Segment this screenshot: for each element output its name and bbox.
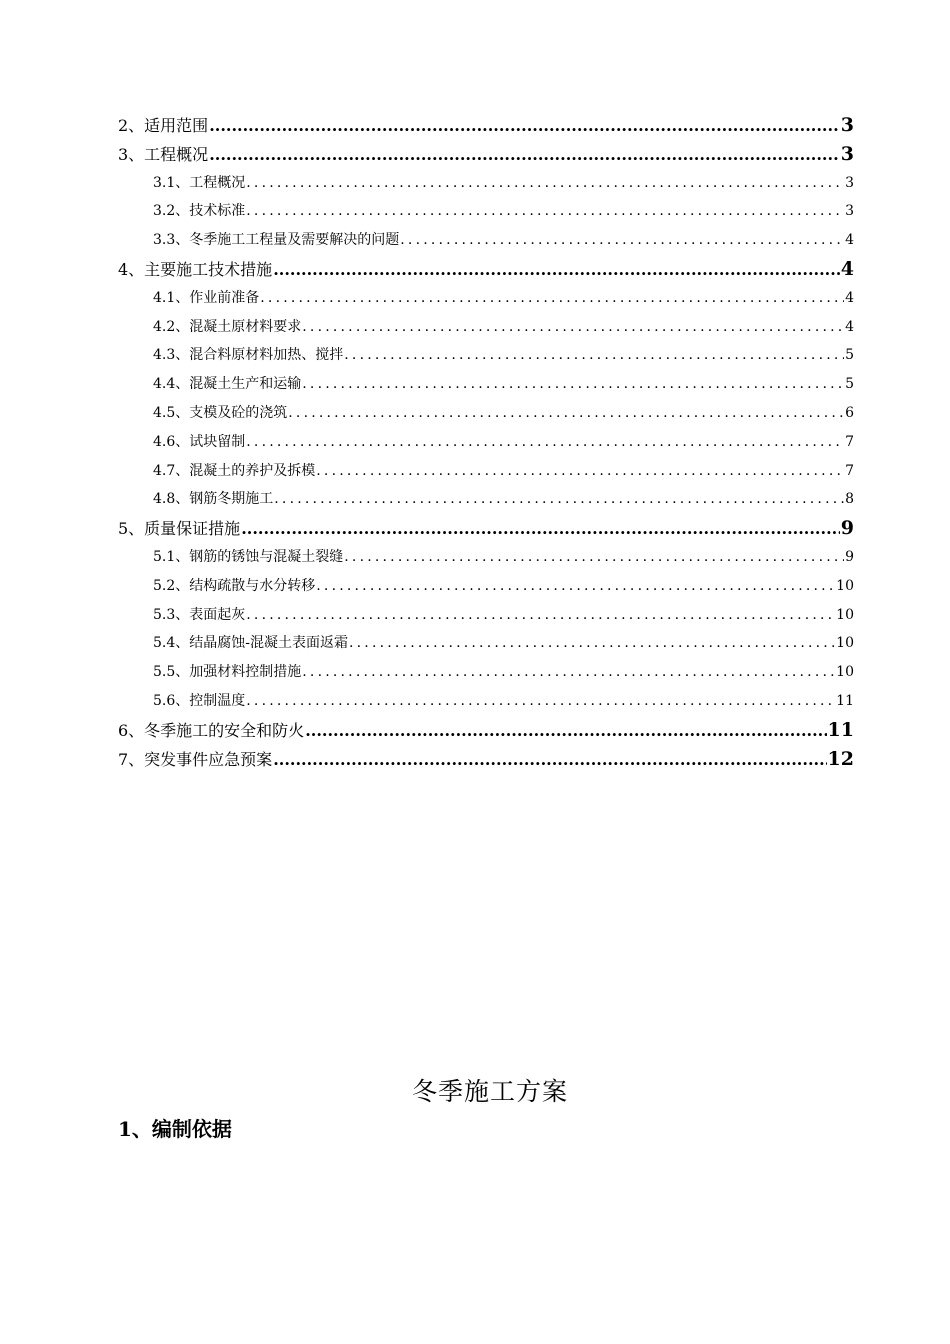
toc-page-number: 6 bbox=[845, 404, 854, 421]
table-of-contents bbox=[118, 111, 854, 773]
toc-entry[interactable] bbox=[118, 716, 854, 745]
toc-entry[interactable] bbox=[118, 658, 854, 687]
toc-page-number: 7 bbox=[845, 433, 854, 450]
toc-dot-leader bbox=[316, 572, 835, 601]
toc-entry-label: 5.5、加强材料控制措施 bbox=[153, 664, 302, 681]
toc-entry[interactable] bbox=[118, 255, 854, 284]
toc-entry[interactable] bbox=[118, 226, 854, 255]
toc-entry-label: 3.2、技术标准 bbox=[153, 203, 246, 220]
toc-dot-leader bbox=[288, 399, 844, 428]
toc-entry[interactable] bbox=[118, 687, 854, 716]
toc-dot-leader bbox=[400, 226, 844, 255]
toc-dot-leader bbox=[349, 629, 835, 658]
toc-page-number: 10 bbox=[836, 635, 854, 652]
toc-page-number: 11 bbox=[836, 692, 854, 709]
toc-entry[interactable] bbox=[118, 485, 854, 514]
toc-dot-leader bbox=[209, 141, 840, 170]
toc-page-number: 7 bbox=[845, 462, 854, 479]
toc-page-number: 4 bbox=[845, 318, 854, 335]
toc-entry-label: 6、冬季施工的安全和防火 bbox=[118, 720, 305, 740]
toc-dot-leader bbox=[316, 457, 844, 486]
toc-page-number: 3 bbox=[840, 142, 854, 165]
toc-page-number: 3 bbox=[845, 174, 854, 191]
toc-dot-leader bbox=[302, 658, 835, 687]
toc-entry-label: 5.1、钢筋的锈蚀与混凝土裂缝 bbox=[153, 548, 344, 565]
toc-entry[interactable] bbox=[118, 111, 854, 140]
toc-page-number: 10 bbox=[836, 606, 854, 623]
toc-entry[interactable] bbox=[118, 514, 854, 543]
toc-entry-label: 2、适用范围 bbox=[118, 116, 209, 135]
toc-entry-label: 7、突发事件应急预案 bbox=[118, 749, 273, 769]
section-heading: 1、编制依据 bbox=[118, 1117, 232, 1141]
toc-page-number: 9 bbox=[840, 517, 854, 540]
toc-page-number: 11 bbox=[827, 718, 854, 741]
toc-entry-label: 3、工程概况 bbox=[118, 144, 209, 164]
toc-entry[interactable] bbox=[118, 140, 854, 169]
toc-dot-leader bbox=[274, 485, 844, 514]
toc-dot-leader bbox=[273, 256, 840, 285]
toc-entry-label: 4.6、试块留制 bbox=[153, 433, 246, 450]
toc-page-number: 10 bbox=[836, 577, 854, 594]
toc-entry[interactable] bbox=[118, 313, 854, 342]
toc-entry-label: 5、质量保证措施 bbox=[118, 519, 241, 539]
toc-page-number: 4 bbox=[840, 257, 854, 280]
toc-entry[interactable] bbox=[118, 457, 854, 486]
toc-entry-label: 5.6、控制温度 bbox=[153, 692, 246, 709]
toc-dot-leader bbox=[344, 543, 844, 572]
toc-entry-label: 3.1、工程概况 bbox=[153, 174, 246, 191]
toc-entry-label: 4、主要施工技术措施 bbox=[118, 259, 273, 279]
toc-dot-leader bbox=[305, 717, 826, 746]
toc-entry[interactable] bbox=[118, 341, 854, 370]
toc-entry-label: 4.4、混凝土生产和运输 bbox=[153, 376, 302, 393]
toc-page-number: 3 bbox=[845, 203, 854, 220]
toc-entry[interactable] bbox=[118, 428, 854, 457]
toc-entry-label: 4.3、混合料原材料加热、搅拌 bbox=[153, 347, 344, 364]
toc-entry-label: 4.1、作业前准备 bbox=[153, 289, 260, 306]
toc-entry-label: 4.8、钢筋冬期施工 bbox=[153, 491, 274, 508]
toc-page-number: 4 bbox=[845, 232, 854, 249]
toc-dot-leader bbox=[273, 746, 826, 775]
toc-entry-label: 5.4、结晶腐蚀-混凝土表面返霜 bbox=[153, 635, 348, 652]
toc-entry[interactable] bbox=[118, 370, 854, 399]
document-title: 冬季施工方案 bbox=[411, 1077, 568, 1106]
toc-page-number: 3 bbox=[840, 114, 854, 136]
toc-entry[interactable] bbox=[118, 197, 854, 226]
toc-page-number: 12 bbox=[827, 747, 854, 770]
toc-entry[interactable] bbox=[118, 601, 854, 630]
toc-entry-label: 5.2、结构疏散与水分转移 bbox=[153, 577, 316, 594]
toc-dot-leader bbox=[260, 284, 844, 313]
toc-entry[interactable] bbox=[118, 284, 854, 313]
toc-dot-leader bbox=[246, 169, 844, 198]
toc-dot-leader bbox=[209, 112, 840, 141]
toc-page-number: 5 bbox=[845, 376, 854, 393]
toc-page-number: 8 bbox=[845, 491, 854, 508]
toc-entry-label: 4.7、混凝土的养护及拆模 bbox=[153, 462, 316, 479]
toc-entry[interactable] bbox=[118, 399, 854, 428]
toc-entry-label: 4.2、混凝土原材料要求 bbox=[153, 318, 302, 335]
toc-entry[interactable] bbox=[118, 629, 854, 658]
toc-page-number: 5 bbox=[845, 347, 854, 364]
toc-dot-leader bbox=[246, 428, 844, 457]
toc-page-number: 4 bbox=[845, 289, 854, 306]
toc-dot-leader bbox=[302, 313, 844, 342]
toc-dot-leader bbox=[241, 515, 840, 544]
toc-entry[interactable] bbox=[118, 543, 854, 572]
toc-entry-label: 3.3、冬季施工工程量及需要解决的问题 bbox=[153, 232, 400, 249]
toc-entry-label: 4.5、支模及砼的浇筑 bbox=[153, 404, 288, 421]
toc-entry[interactable] bbox=[118, 572, 854, 601]
toc-dot-leader bbox=[344, 341, 844, 370]
toc-page-number: 10 bbox=[836, 664, 854, 681]
toc-dot-leader bbox=[246, 687, 835, 716]
toc-dot-leader bbox=[246, 601, 835, 630]
toc-dot-leader bbox=[302, 370, 844, 399]
toc-entry-label: 5.3、表面起灰 bbox=[153, 606, 246, 623]
toc-page-number: 9 bbox=[845, 548, 854, 565]
toc-dot-leader bbox=[246, 197, 844, 226]
toc-entry[interactable] bbox=[118, 745, 854, 774]
toc-entry[interactable] bbox=[118, 169, 854, 198]
